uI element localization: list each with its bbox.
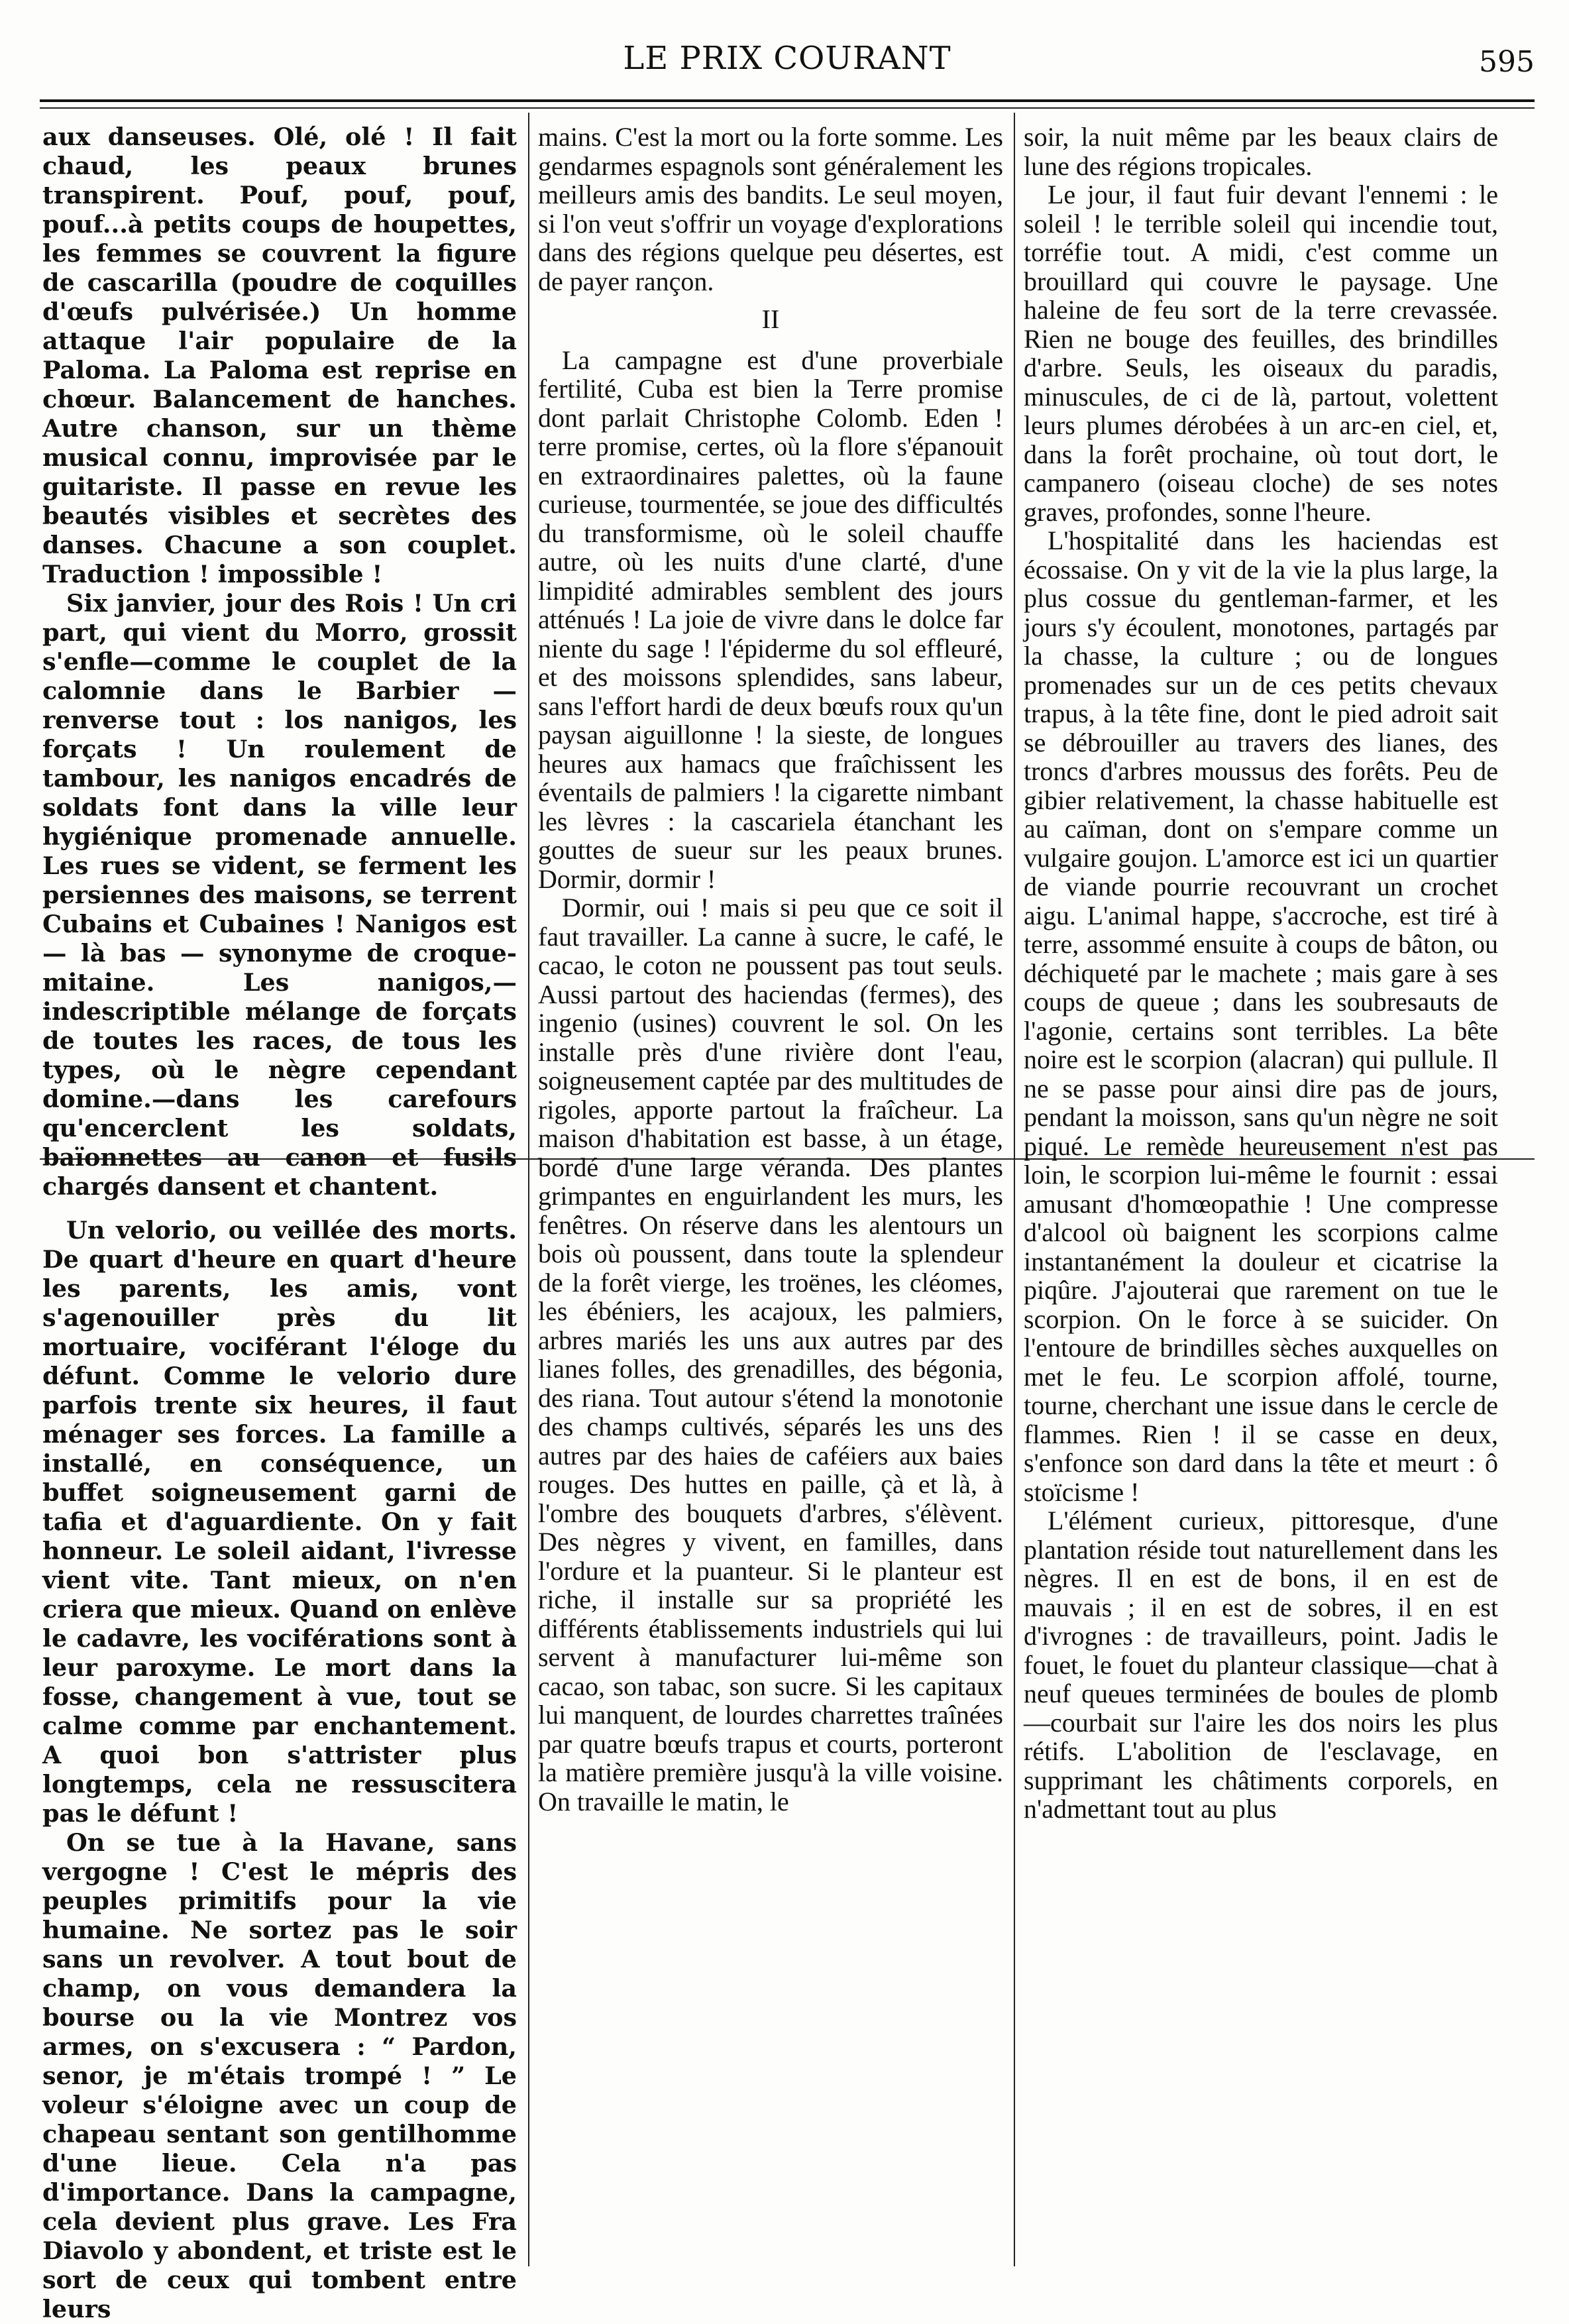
- paragraph: aux danseuses. Olé, olé ! Il fait chaud, les peaux brunes transpirent. Pouf, pouf, pouf, pouf...à petits coups de houpettes, les femmes se couvrent la figure de cascarilla (poudre de coquilles d'œufs pulvérisée.) Un homme attaque l'air populaire de la Paloma. La Paloma est reprise en chœur. Balancement de hanches. Autre chanson, sur un thème musical connu, improvisée par le guitariste. Il passe en revue les beautés visibles et secrètes des danses. Chacune a son couplet. Traduction ! impossible !: [42, 123, 517, 588]
- running-title: LE PRIX COURANT: [623, 40, 951, 77]
- page-number: 595: [1479, 45, 1535, 79]
- header-rule: [40, 99, 1535, 102]
- section-number: II: [761, 304, 780, 334]
- paragraph: L'hospitalité dans les haciendas est écossaise. On y vit de la vie la plus large, la plus cossue du gentleman-farmer, et les jours s'y écoulent, monotones, partagés par la chasse, la culture ; ou de longues promenades sur un de ces petits chevaux trapus, à la tête fine, dont le pied adroit sait se débrouiller au travers des lianes, des troncs d'arbres moussus des forêts. Peu de gibier relativement, la chasse habituelle est au caïman, dont on s'empare comme un vulgaire goujon. L'amorce est ici un quartier de viande pourrie recouvrant un crochet aigu. L'animal happe, s'accroche, est tiré à terre, assommé ensuite à coups de bâton, ou déchiqueté par le machete ; mais gare à ses coups de queue ; dans les soubresauts de l'agonie, certains sont terribles. La bête noire est le scorpion (alacran) qui pullule. Il ne se passe pour ainsi dire pas de jours, pendant la moisson, sans qu'un nègre ne soit piqué. Le remède heureusement n'est pas loin, le scorpion lui-même le fournit : essai amusant d'homœopathie ! Une compresse d'alcool où baignent les scorpions calme instantanément la douleur et cicatrise la piqûre. J'ajouterai que rarement on tue le scorpion. On le force à se suicider. On l'entoure de brindilles sèches auxquelles on met le feu. Le scorpion affolé, tourne, tourne, cherchant une issue dans le cercle de flammes. Rien ! il se casse en deux, s'enfonce son dard dans la tête et meurt : ô stoïcisme !: [1024, 526, 1498, 1507]
- paragraph: Un velorio, ou veillée des morts. De quart d'heure en quart d'heure les parents, les amis, vont s'agenouiller près du lit mortuaire, vociférant l'éloge du défunt. Comme le velorio dure parfois trente six heures, il faut ménager ses forces. La famille a installé, en conséquence, un buffet soigneusement garni de tafia et d'aguardiente. On y fait honneur. Le soleil aidant, l'ivresse vient vite. Tant mieux, on n'en criera que mieux. Quand on enlève le cadavre, les vociférations sont à leur paroxyme. Le mort dans la fosse, changement à vue, tout se calme comme par enchantement. A quoi bon s'attrister plus longtemps, cela ne ressuscitera pas le défunt !: [42, 1216, 517, 1828]
- column-divider: [1014, 113, 1015, 2266]
- paragraph: Six janvier, jour des Rois ! Un cri part, qui vient du Morro, grossit s'enfle—comme le couplet de la calomnie dans le Barbier — renverse tout : los nanigos, les forçats ! Un roulement de tambour, les nanigos encadrés de soldats font dans la ville leur hygiénique promenade annuelle. Les rues se vident, se ferment les persiennes des maisons, se terrent Cubains et Cubaines ! Nanigos est — là bas — synonyme de croque-mitaine. Les nanigos,—indescriptible mélange de forçats de toutes les races, de tous les types, où le nègre cependant domine.—dans les carefours qu'encerclent les soldats, baïonnettes au canon et fusils chargés dansent et chantent.: [42, 589, 517, 1201]
- column-divider: [528, 113, 529, 2266]
- paragraph: On se tue à la Havane, sans vergogne ! C'est le mépris des peuples primitifs pour la vie humaine. Ne sortez pas le soir sans un revolver. A tout bout de champ, on vous demandera la bourse ou la vie Montrez vos armes, on s'excusera : “ Pardon, senor, je m'étais trompé ! ” Le voleur s'éloigne avec un coup de chapeau sentant son gentilhomme d'une lieue. Cela n'a pas d'importance. Dans la campagne, cela devient plus grave. Les Fra Diavolo y abondent, et triste est le sort de ceux qui tombent entre leurs: [42, 1828, 517, 2323]
- paragraph: mains. C'est la mort ou la forte somme. Les gendarmes espagnols sont généralement les meilleurs amis des bandits. Le seul moyen, si l'on veut s'offrir un voyage d'explorations dans des régions quelque peu désertes, est de payer rançon.: [538, 122, 1003, 296]
- paragraph: Le jour, il faut fuir devant l'ennemi : le soleil ! le terrible soleil qui incendie tout, torréfie tout. A midi, c'est comme un brouillard qui couvre le paysage. Une haleine de feu sort de la terre crevassée. Rien ne bouge des feuilles, des brindilles d'arbre. Seuls, les oiseaux du paradis, minuscules, de ci de là, partout, volettent leurs plumes dérobées à un arc-en ciel, et, dans la forêt prochaine, où tout dort, le campanero (oiseau cloche) de ses notes graves, profondes, sonne l'heure.: [1024, 180, 1498, 527]
- paragraph: soir, la nuit même par les beaux clairs de lune des régions tropicales.: [1024, 122, 1498, 181]
- page-header: [40, 40, 1535, 106]
- paragraph: Dormir, oui ! mais si peu que ce soit il faut travailler. La canne à sucre, le café, le cacao, le coton ne poussent pas tout seuls. Aussi partout des haciendas (fermes), des ingenio (usines) couvrent le sol. On les installe près d'une rivière dont l'eau, soigneusement captée par des multitudes de rigoles, apporte partout la fraîcheur. La maison d'habitation est basse, à un étage, bordé d'une large véranda. Des plantes grimpantes en enguirlandent les murs, les fenêtres. On réserve dans les alentours un bois où poussent, dans toute la splendeur de la forêt vierge, les troënes, les cléomes, les ébéniers, les acajoux, les palmiers, arbres mariés les uns aux autres par des lianes folles, des grenadilles, des bégonia, des riana. Tout autour s'étend la monotonie des champs cultivés, séparés les uns des autres par des haies de caféiers aux baies rouges. Des huttes en paille, çà et là, à l'ombre des bouquets d'arbres, s'élèvent. Des nègres y vivent, en familles, dans l'ordure et la puanteur. Si le planteur est riche, il installe sur sa propriété les différents établissements industriels qui lui servent à manufacturer lui-même son cacao, son tabac, son sucre. Si les capitaux lui manquent, de lourdes charrettes traînées par quatre bœufs trapus et courts, porteront la matière première jusqu'à la ville voisine. On travaille le matin, le: [538, 893, 1003, 1816]
- column-right: [1024, 123, 1498, 2290]
- paragraph: La campagne est d'une proverbiale fertilité, Cuba est bien la Terre promise dont parlait Christophe Colomb. Eden ! terre promise, certes, où la flore s'épanouit en extraordinaires palettes, où la faune curieuse, tourmentée, se joue des difficultés du transformisme, où le soleil chauffe autre, où les nuits d'une clarté, d'une limpidité admirables semblent des jours atténués ! La joie de vivre dans le dolce far niente du sage ! l'épiderme du sol effleuré, et des moissons splendides, sans labeur, sans l'effort hardi de deux bœufs roux qu'un paysan aiguillonne ! la sieste, de longues heures aux hamacs que fraîchissent les éventails de palmiers ! la cigarette nimbant les lèvres : la cascariela étanchant les gouttes de sueur sur les peaux brunes. Dormir, dormir !: [538, 345, 1003, 894]
- column-middle: [538, 123, 1003, 2290]
- header-rule-thin: [40, 107, 1535, 109]
- column-left: [42, 123, 517, 2323]
- paragraph: L'élément curieux, pittoresque, d'une plantation réside tout naturellement dans les nègres. Il en est de bons, il en est de mauvais ; il en est de sobres, il en est d'ivrognes : de travailleurs, point. Jadis le fouet, le fouet du planteur classique—chat à neuf queues terminées de boules de plomb—courbait sur l'aire les dos noirs les plus rétifs. L'abolition de l'esclavage, en supprimant les châtiments corporels, en n'admettant tout au plus: [1024, 1506, 1498, 1824]
